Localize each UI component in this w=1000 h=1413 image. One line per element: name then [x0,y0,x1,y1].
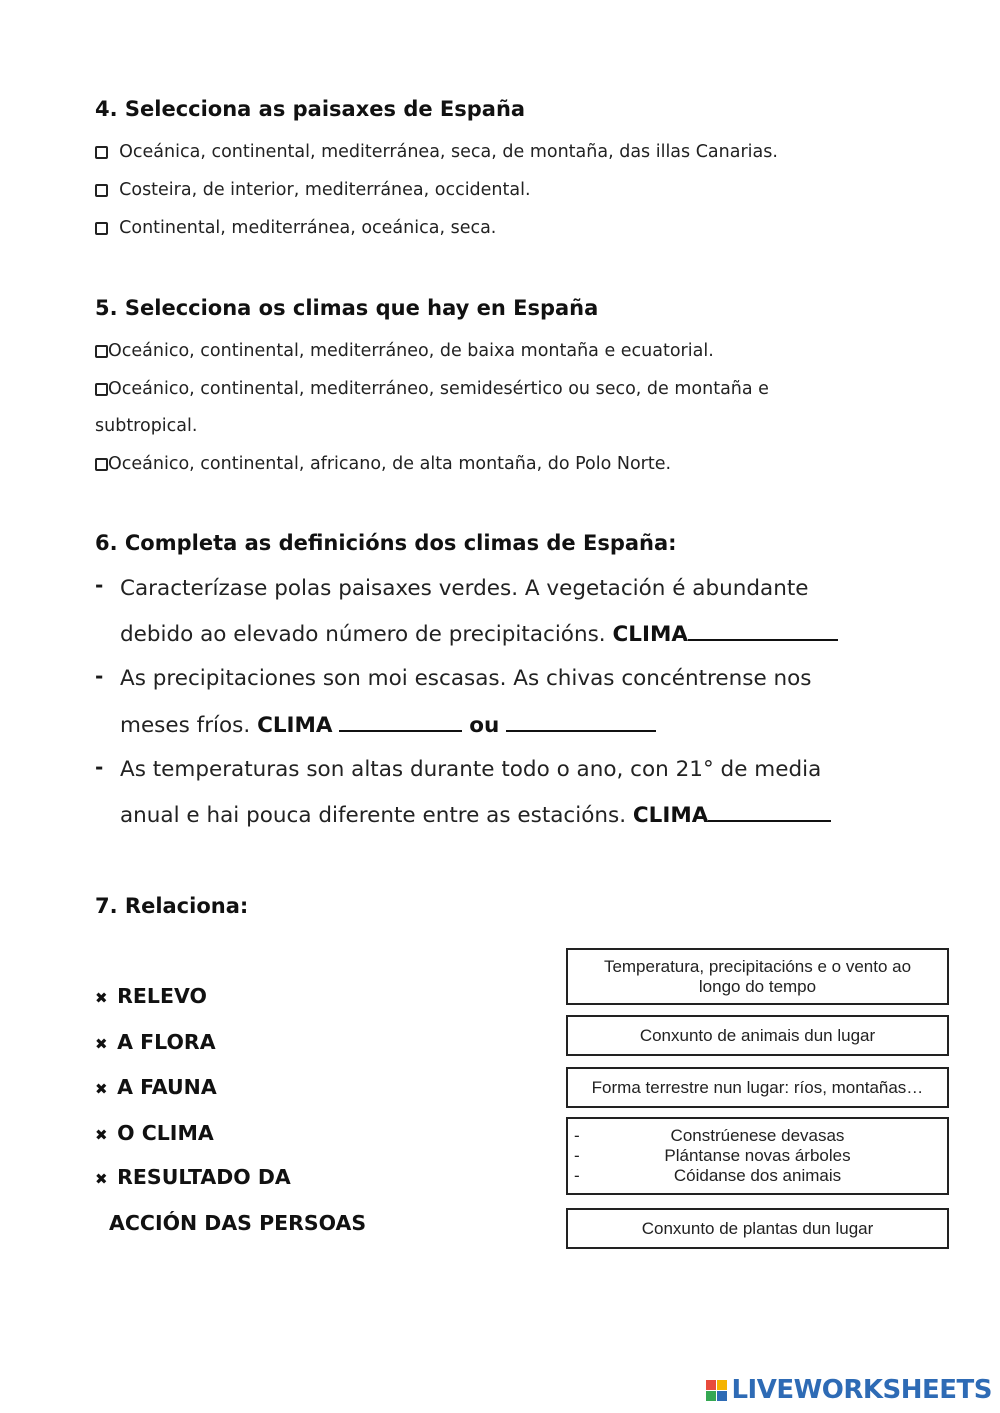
dash-bullet: - [95,664,104,688]
clima-label: CLIMA [632,803,709,828]
checkbox[interactable] [95,458,108,471]
x-bullet-icon: ✖ [95,1170,108,1188]
term-label: RELEVO [117,984,207,1008]
q4-title: 4. Selecciona as paisaxes de España [95,97,526,121]
q6-item2-line2 [120,712,656,738]
box-list-item: - Constrúenese devasas [574,1126,845,1145]
match-box-flora[interactable] [566,1208,949,1249]
clima-label: CLIMA [612,622,688,647]
box-text: Conxunto de plantas dun lugar [641,1218,874,1238]
ou-label: ou [469,713,500,738]
q4-option-3[interactable] [95,218,496,238]
q6-item1-text: debido ao elevado número de precipitacións. [120,622,606,647]
q6-title: 6. Completa as definicións dos climas de España: [95,531,677,555]
box-list-item: - Cóidanse dos animais [574,1166,842,1185]
answer-blank-4[interactable] [708,802,831,822]
q6-item1-line1: Caracterízase polas paisaxes verdes. A vegetación é abundante [120,576,809,601]
q6-item2-line1: As precipitaciones son moi escasas. As chivas concéntrense nos [120,666,812,691]
q5-option-2-label: Oceánico, continental, mediterráneo, semidesértico ou seco, de montaña e [108,379,769,399]
q4-option-1[interactable] [95,142,778,162]
match-box-clima[interactable] [566,948,949,1005]
q6-item3-text: anual e hai pouca diferente entre as estacións. [120,803,627,828]
q6-item3-line2 [120,802,831,828]
clima-label: CLIMA [257,713,333,738]
term-resultado-continuation: ACCIÓN DAS PERSOAS [109,1211,367,1235]
term-fauna[interactable] [95,1075,217,1099]
box-list-item: - Plántanse novas árboles [574,1146,851,1165]
checkbox[interactable] [95,184,108,197]
logo-squares-icon [706,1380,727,1401]
liveworksheets-logo [706,1375,992,1405]
q5-option-2-continuation: subtropical. [95,416,198,436]
q5-option-2[interactable] [95,379,769,399]
term-label: A FLORA [117,1030,216,1054]
x-bullet-icon: ✖ [95,1035,108,1053]
term-clima[interactable] [95,1121,214,1145]
term-resultado[interactable] [95,1165,291,1189]
q4-option-3-label: Continental, mediterránea, oceánica, seca. [119,218,497,238]
dash-bullet: - [95,755,104,779]
box-text: Conxunto de animais dun lugar [639,1025,876,1045]
match-box-relevo[interactable] [566,1067,949,1108]
q6-item2-text: meses fríos. [120,713,251,738]
checkbox[interactable] [95,222,108,235]
checkbox[interactable] [95,345,108,358]
answer-blank-3[interactable] [506,712,656,732]
q5-option-1-label: Oceánico, continental, mediterráneo, de baixa montaña e ecuatorial. [108,341,714,361]
term-label: RESULTADO DA [117,1165,291,1189]
x-bullet-icon: ✖ [95,989,108,1007]
checkbox[interactable] [95,146,108,159]
q6-item1-line2 [120,621,838,647]
term-label: A FAUNA [117,1075,217,1099]
dash-bullet: - [95,573,104,597]
q4-option-2-label: Costeira, de interior, mediterránea, occidental. [119,180,531,200]
term-relevo[interactable] [95,984,207,1008]
term-flora[interactable] [95,1030,216,1054]
q5-title: 5. Selecciona os climas que hay en España [95,296,599,320]
q5-option-1[interactable] [95,341,714,361]
q7-title: 7. Relaciona: [95,894,249,918]
match-box-fauna[interactable] [566,1015,949,1056]
x-bullet-icon: ✖ [95,1080,108,1098]
q5-option-3-label: Oceánico, continental, africano, de alta montaña, do Polo Norte. [108,454,672,474]
q4-option-1-label: Oceánica, continental, mediterránea, seca, de montaña, das illas Canarias. [119,142,778,162]
box-text: longo do tempo [698,976,817,996]
box-text: Forma terrestre nun lugar: ríos, montañas… [591,1077,924,1097]
brand-text: LIVEWORKSHEETS [731,1375,992,1405]
x-bullet-icon: ✖ [95,1126,108,1144]
term-label: O CLIMA [117,1121,214,1145]
q5-option-3[interactable] [95,454,671,474]
q6-item3-line1: As temperaturas son altas durante todo o ano, con 21° de media [120,757,822,782]
box-text: Temperatura, precipitacións e o vento ao [603,956,912,976]
checkbox[interactable] [95,383,108,396]
answer-blank-1[interactable] [688,621,838,641]
q4-option-2[interactable] [95,180,531,200]
answer-blank-2[interactable] [339,712,462,732]
match-box-accion[interactable] [566,1117,949,1195]
